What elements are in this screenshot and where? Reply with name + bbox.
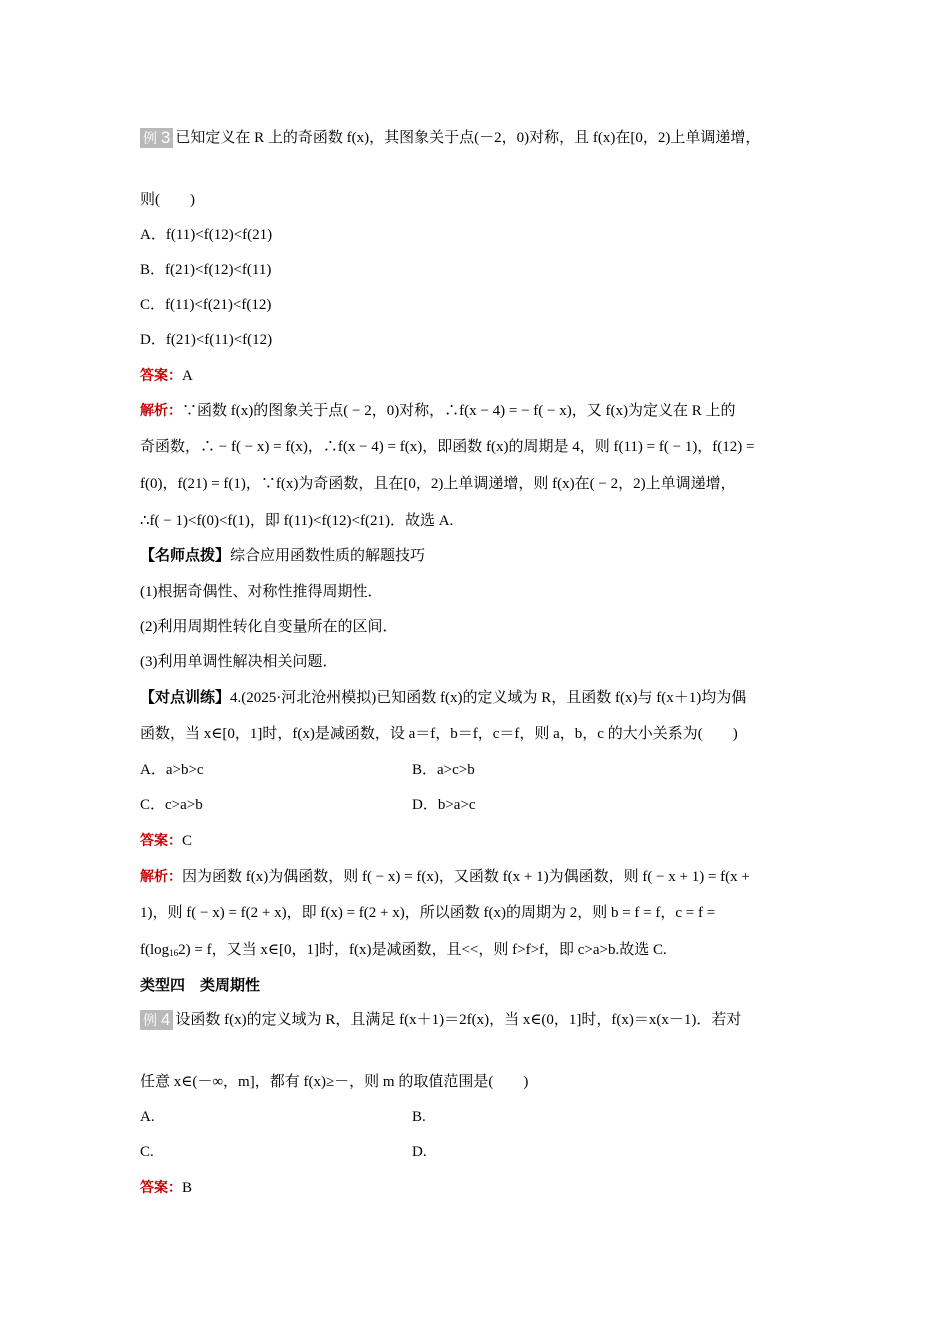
option-c: C. bbox=[140, 1144, 154, 1160]
answer-value: A bbox=[182, 368, 193, 384]
answer-value: C bbox=[182, 833, 193, 849]
option-c: C．c>a>b bbox=[140, 797, 203, 813]
analysis-line-1: 解析：∵函数 f(x)的图象关于点( − 2，0)对称，∴f(x − 4) = − f( − x)，又 f(x)为定义在 R 上的 bbox=[140, 402, 736, 419]
option-b: B. bbox=[412, 1109, 426, 1125]
option-a: A．a>b>c bbox=[140, 762, 204, 778]
tips-tag: 【名师点拨】 bbox=[140, 547, 231, 564]
analysis-line-1: 解析：因为函数 f(x)为偶函数，则 f( − x) = f(x)，又函数 f(x + 1)为偶函数，则 f( − x + 1) = f(x + bbox=[140, 868, 750, 885]
analysis-label: 解析： bbox=[140, 868, 182, 884]
example3-stem-line2: 则( ) bbox=[140, 192, 195, 208]
practice-tag: 【对点训练】 bbox=[140, 689, 231, 706]
option-a: A．f(11)<f(12)<f(21) bbox=[140, 227, 273, 243]
option-b: B．f(21)<f(12)<f(11) bbox=[140, 262, 272, 278]
answer-label: 答案： bbox=[140, 1179, 182, 1195]
analysis-line-3: $f(\log_{16}2) = f$，又当 x∈[0，1]时，f(x)是减函数，且<<，则 f>f>f，即 c>a>b.故选 C. bbox=[140, 942, 667, 958]
practice-options-row1 bbox=[140, 760, 475, 780]
practice-stem-line1: 【对点训练】4.(2025·河北沧州模拟)已知函数 f(x)的定义域为 R，且函数 f(x)与 f(x＋1)均为偶 bbox=[140, 689, 747, 706]
option-a: A. bbox=[140, 1109, 155, 1125]
answer-label: 答案： bbox=[140, 832, 182, 848]
answer-line bbox=[140, 1177, 192, 1197]
analysis-line-4: ∴f( − 1)<f(0)<f(1)，即 f(11)<f(12)<f(21)．故选 A. bbox=[140, 513, 454, 529]
answer-line bbox=[140, 365, 193, 385]
tips-item: (3)利用单调性解决相关问题． bbox=[140, 654, 338, 670]
option-d: D. bbox=[412, 1144, 427, 1160]
example3-stem-line1: 例 3 已知定义在 R 上的奇函数 f(x)，其图象关于点(－2，0)对称，且 f(x)在[0，2)上单调递增， bbox=[140, 128, 760, 148]
tips-item: (1)根据奇偶性、对称性推得周期性． bbox=[140, 584, 383, 600]
section-heading: 类型四 类周期性 bbox=[140, 977, 261, 994]
option-c: C．f(11)<f(21)<f(12) bbox=[140, 297, 272, 313]
example4-options-row2 bbox=[140, 1142, 427, 1162]
analysis-label: 解析： bbox=[140, 402, 182, 418]
option-b: B．a>c>b bbox=[412, 762, 475, 778]
analysis-line-2: 奇函数，∴ − f( − x) = f(x)，∴f(x − 4) = f(x)，即函数 f(x)的周期是 4，则 f(11) = f( − 1)，f(12) = bbox=[140, 439, 755, 455]
option-d: D．b>a>c bbox=[412, 797, 476, 813]
example4-stem-line2: 任意 x∈(－∞，m]，都有 f(x)≥－，则 m 的取值范围是( ) bbox=[140, 1074, 529, 1090]
practice-stem-line2: 函数，当 x∈[0，1]时，f(x)是减函数，设 a＝f，b＝f，c＝f，则 a，b，c 的大小关系为( ) bbox=[140, 726, 738, 742]
analysis-line-3: f(0)，f(21) = f(1)，∵f(x)为奇函数，且在[0，2)上单调递增，则 f(x)在( − 2，2)上单调递增， bbox=[140, 476, 736, 492]
example-badge: 例 4 bbox=[140, 1010, 173, 1030]
example4-options-row1 bbox=[140, 1107, 426, 1127]
practice-options-row2 bbox=[140, 795, 476, 815]
answer-value: B bbox=[182, 1180, 193, 1196]
option-d: D．f(21)<f(11)<f(12) bbox=[140, 332, 273, 348]
answer-line bbox=[140, 830, 192, 850]
tips-title: 综合应用函数性质的解题技巧 bbox=[230, 547, 426, 564]
answer-label: 答案： bbox=[140, 367, 182, 383]
analysis-line-2: 1)，则 f( − x) = f(2 + x)，即 f(x) = f(2 + x)，所以函数 f(x)的周期为 2，则 b = f = f，c = f = bbox=[140, 905, 716, 921]
example4-stem-line1: 例 4 设函数 f(x)的定义域为 R，且满足 f(x＋1)＝2f(x)，当 x∈(0，1]时，f(x)＝x(x－1)．若对 bbox=[140, 1010, 741, 1030]
tips-heading bbox=[140, 546, 425, 566]
tips-item: (2)利用周期性转化自变量所在的区间． bbox=[140, 619, 398, 635]
example-badge: 例 3 bbox=[140, 128, 173, 148]
